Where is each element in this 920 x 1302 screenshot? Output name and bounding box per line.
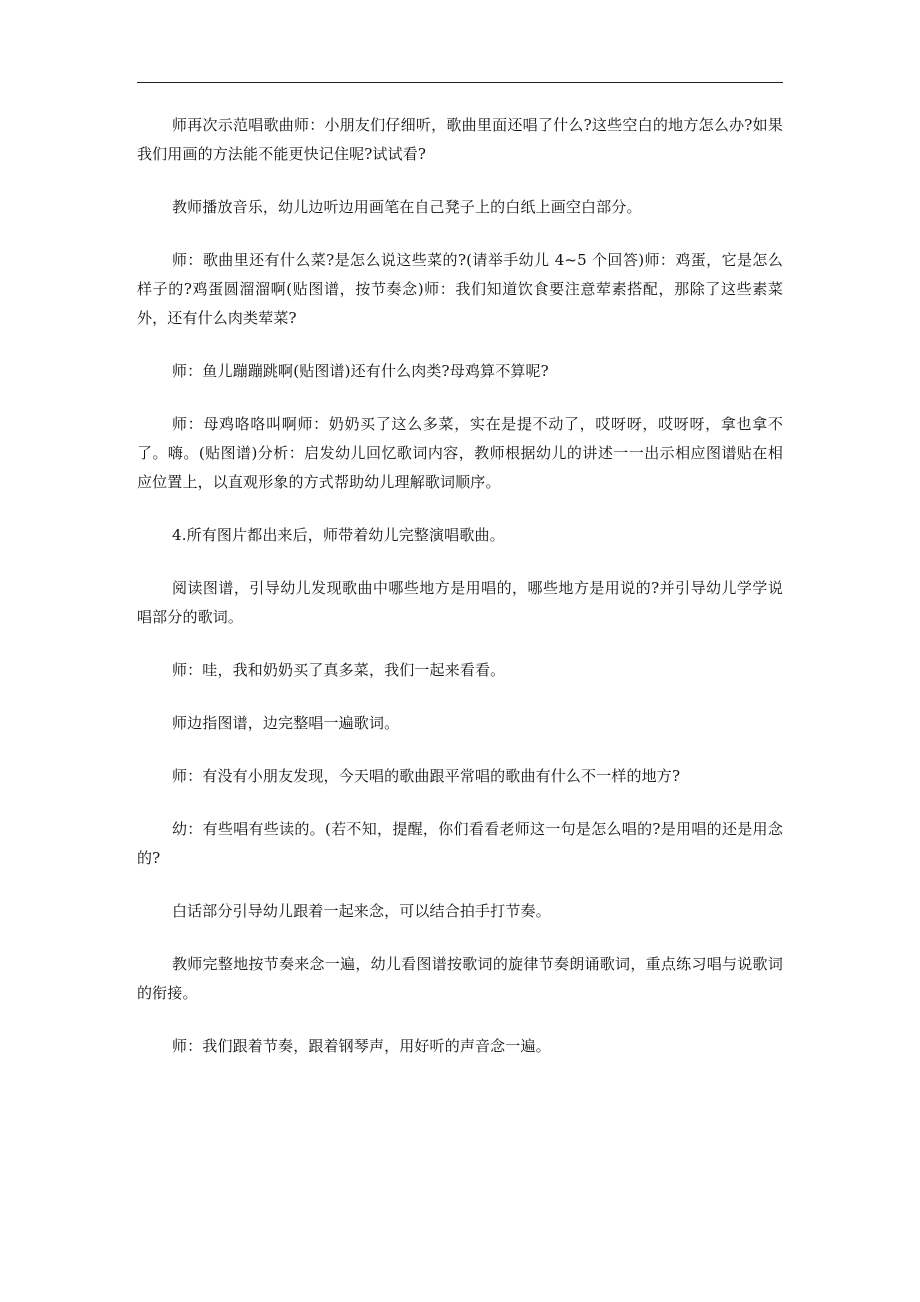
- paragraph: 阅读图谱，引导幼儿发现歌曲中哪些地方是用唱的，哪些地方是用说的?并引导幼儿学学说唱部分的歌词。: [137, 579, 783, 626]
- paragraph: 师：我们跟着节奏，跟着钢琴声，用好听的声音念一遍。: [172, 1037, 551, 1055]
- paragraph: 师再次示范唱歌曲师：小朋友们仔细听，歌曲里面还唱了什么?这些空白的地方怎么办?如果我们用画的方法能不能更快记住呢?试试看?: [137, 116, 783, 163]
- paragraph: 师：歌曲里还有什么菜?是怎么说这些菜的?(请举手幼儿 4~5 个回答)师：鸡蛋，它是怎么样子的?鸡蛋圆溜溜啊(贴图谱，按节奏念)师：我们知道饮食要注意荤素搭配，那除了这些素菜外，还有什么肉类荤菜?: [137, 251, 783, 327]
- paragraph: 教师完整地按节奏来念一遍，幼儿看图谱按歌词的旋律节奏朗诵歌词，重点练习唱与说歌词的衔接。: [137, 955, 783, 1002]
- paragraph: 师：鱼儿蹦蹦跳啊(贴图谱)还有什么肉类?母鸡算不算呢?: [172, 362, 549, 380]
- document-body: [137, 111, 783, 1085]
- header-rule: [137, 82, 783, 83]
- paragraph: 幼：有些唱有些读的。(若不知，提醒，你们看看老师这一句是怎么唱的?是用唱的还是用念的?: [137, 820, 783, 867]
- paragraph: 师边指图谱，边完整唱一遍歌词。: [172, 714, 400, 732]
- paragraph: 4.所有图片都出来后，师带着幼儿完整演唱歌曲。: [172, 526, 505, 544]
- paragraph: 师：母鸡咯咯叫啊师：奶奶买了这么多菜，实在是提不动了，哎呀呀，哎呀呀，拿也拿不了。嗨。(贴图谱)分析：启发幼儿回忆歌词内容，教师根据幼儿的讲述一一出示相应图谱贴在相应位置上，以直观形象的方式帮助幼儿理解歌词顺序。: [137, 415, 783, 491]
- paragraph: 师：哇，我和奶奶买了真多菜，我们一起来看看。: [172, 661, 506, 679]
- paragraph: 白话部分引导幼儿跟着一起来念，可以结合拍手打节奏。: [172, 902, 551, 920]
- paragraph: 教师播放音乐，幼儿边听边用画笔在自己凳子上的白纸上画空白部分。: [172, 198, 642, 216]
- paragraph: 师：有没有小朋友发现，今天唱的歌曲跟平常唱的歌曲有什么不一样的地方?: [172, 767, 681, 785]
